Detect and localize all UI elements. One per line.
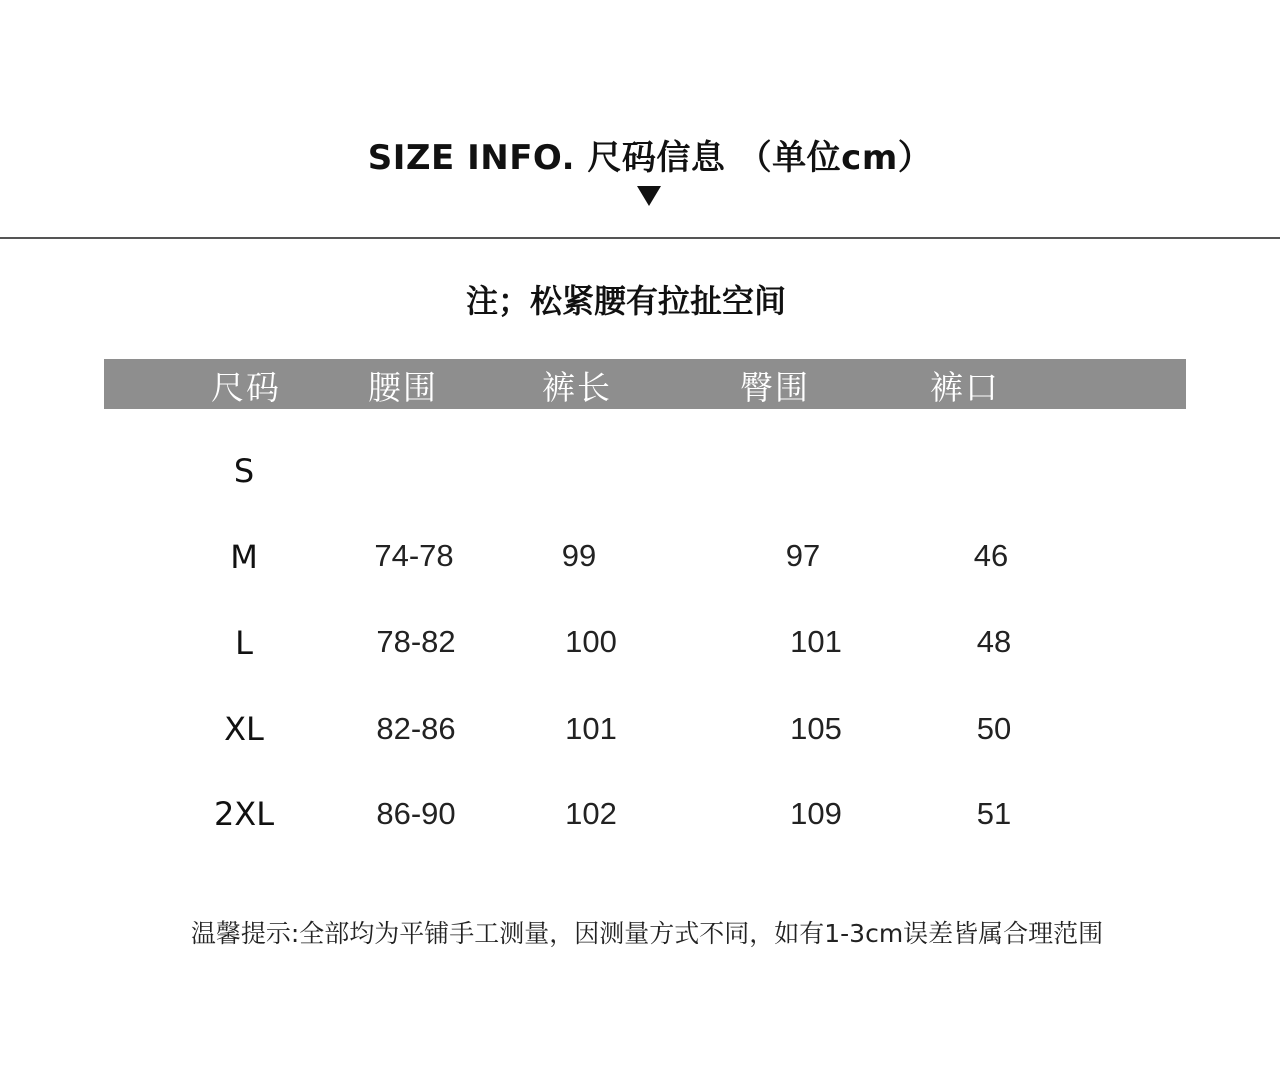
table-row-length: 100 bbox=[565, 624, 617, 659]
table-row-size: L bbox=[235, 624, 253, 662]
table-row-hip: 105 bbox=[790, 711, 842, 746]
table-row-leg-opening: 46 bbox=[973, 538, 1009, 573]
table-row-length: 102 bbox=[565, 796, 617, 831]
table-row-size: S bbox=[233, 452, 255, 490]
table-row-waist: 82-86 bbox=[376, 711, 456, 746]
down-arrow-icon bbox=[637, 186, 661, 206]
table-row-hip: 97 bbox=[785, 538, 821, 573]
table-row-hip: 109 bbox=[790, 796, 842, 831]
page-title: SIZE INFO. 尺码信息 （单位cm） bbox=[367, 138, 933, 178]
table-row-size: M bbox=[230, 538, 258, 576]
table-row-hip: 101 bbox=[790, 624, 842, 659]
header-size: 尺码 bbox=[211, 368, 281, 407]
header-waist: 腰围 bbox=[368, 368, 438, 407]
measurement-tip: 温馨提示:全部均为平铺手工测量，因测量方式不同，如有1-3cm误差皆属合理范围 bbox=[190, 919, 1104, 948]
divider bbox=[0, 237, 1280, 239]
table-row-leg-opening: 48 bbox=[976, 624, 1012, 659]
table-row-length: 99 bbox=[561, 538, 597, 573]
header-hip: 臀围 bbox=[740, 368, 810, 407]
table-row-waist: 74-78 bbox=[374, 538, 454, 573]
table-row-size: 2XL bbox=[213, 795, 275, 833]
table-row-waist: 78-82 bbox=[376, 624, 456, 659]
header-length: 裤长 bbox=[542, 368, 612, 407]
table-row-size: XL bbox=[224, 710, 264, 748]
elastic-waist-note: 注；松紧腰有拉扯空间 bbox=[465, 282, 786, 320]
table-row-length: 101 bbox=[565, 711, 617, 746]
table-row-waist: 86-90 bbox=[376, 796, 456, 831]
table-row-leg-opening: 51 bbox=[976, 796, 1012, 831]
table-row-leg-opening: 50 bbox=[976, 711, 1012, 746]
header-leg-opening: 裤口 bbox=[930, 368, 1000, 407]
